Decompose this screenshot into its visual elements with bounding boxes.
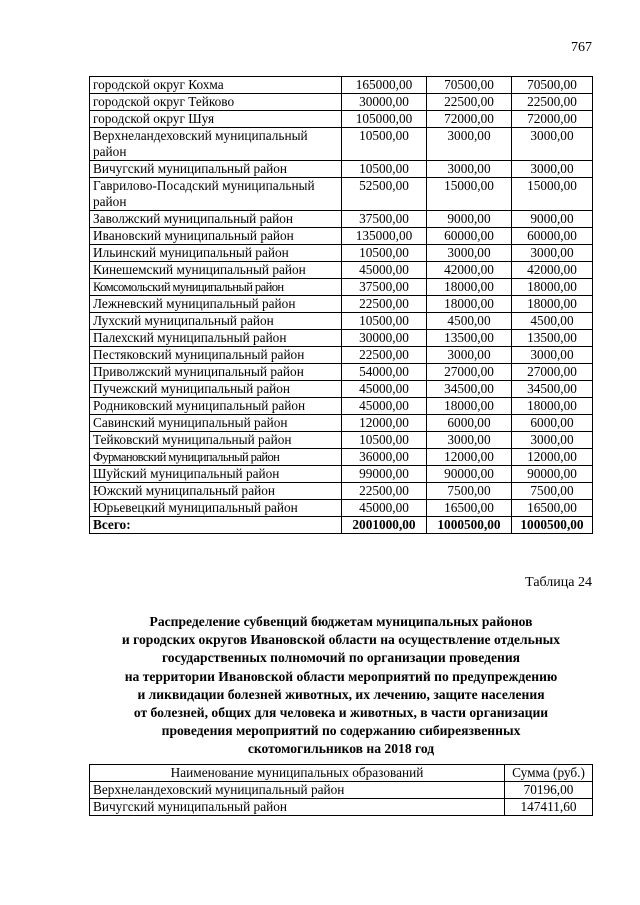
row-name: Шуйский муниципальный район — [90, 466, 342, 483]
row-name: городской округ Шуя — [90, 111, 342, 128]
row-value-3: 18000,00 — [512, 279, 593, 296]
table-row — [90, 432, 593, 449]
subvention-table-continued — [89, 76, 593, 534]
row-value-3: 3000,00 — [512, 432, 593, 449]
row-value-1: 45000,00 — [342, 398, 427, 415]
table-row — [90, 279, 593, 296]
row-value-1: 10500,00 — [342, 161, 427, 178]
row-name: Комсомольский муниципальный район — [90, 279, 342, 296]
row-name: Кинешемский муниципальный район — [90, 262, 342, 279]
total-value-2: 1000500,00 — [427, 517, 512, 534]
table-row — [90, 364, 593, 381]
row-name: Ивановский муниципальный район — [90, 228, 342, 245]
row-value-1: 22500,00 — [342, 296, 427, 313]
row-value-3: 16500,00 — [512, 500, 593, 517]
table-row — [90, 398, 593, 415]
row-value-3: 9000,00 — [512, 211, 593, 228]
row-value-1: 10500,00 — [342, 128, 427, 161]
table-row — [90, 228, 593, 245]
table-row — [90, 330, 593, 347]
row-value-1: 12000,00 — [342, 415, 427, 432]
row-value-3: 72000,00 — [512, 111, 593, 128]
heading-line: на территории Ивановской области мероприятий по предупреждению — [124, 668, 558, 684]
row-value-3: 18000,00 — [512, 296, 593, 313]
table-header-row — [90, 765, 593, 782]
row-name: Вичугский муниципальный район — [90, 161, 342, 178]
row-value-2: 9000,00 — [427, 211, 512, 228]
row-value-1: 37500,00 — [342, 211, 427, 228]
row-value-2: 34500,00 — [427, 381, 512, 398]
heading-line: Распределение субвенций бюджетам муниципальных районов — [149, 614, 533, 629]
row-name: Палехский муниципальный район — [90, 330, 342, 347]
table-row — [90, 347, 593, 364]
table-row — [90, 466, 593, 483]
row-value-2: 3000,00 — [427, 245, 512, 262]
row-value-2: 16500,00 — [427, 500, 512, 517]
row-value-1: 52500,00 — [342, 178, 427, 211]
row-name: Лежневский муниципальный район — [90, 296, 342, 313]
table-label: Таблица 24 — [525, 575, 592, 590]
table-row — [90, 449, 593, 466]
row-value-2: 22500,00 — [427, 94, 512, 111]
total-value-3: 1000500,00 — [512, 517, 593, 534]
heading-line: государственных полномочий по организации проведения — [161, 650, 521, 666]
row-value-1: 22500,00 — [342, 483, 427, 500]
row-value-1: 10500,00 — [342, 432, 427, 449]
row-value-1: 99000,00 — [342, 466, 427, 483]
row-value-3: 13500,00 — [512, 330, 593, 347]
row-name: Пучежский муниципальный район — [90, 381, 342, 398]
table-heading — [89, 613, 593, 759]
row-value-2: 42000,00 — [427, 262, 512, 279]
row-value-2: 60000,00 — [427, 228, 512, 245]
row-value-1: 135000,00 — [342, 228, 427, 245]
row-value-1: 10500,00 — [342, 313, 427, 330]
row-sum: 147411,60 — [505, 799, 593, 816]
row-value-1: 105000,00 — [342, 111, 427, 128]
row-value-3: 34500,00 — [512, 381, 593, 398]
row-name: Родниковский муниципальный район — [90, 398, 342, 415]
row-value-2: 3000,00 — [427, 432, 512, 449]
table-row — [90, 782, 593, 799]
table-row — [90, 415, 593, 432]
total-value-1: 2001000,00 — [342, 517, 427, 534]
row-value-1: 10500,00 — [342, 245, 427, 262]
row-value-3: 3000,00 — [512, 161, 593, 178]
row-value-1: 45000,00 — [342, 262, 427, 279]
row-value-1: 37500,00 — [342, 279, 427, 296]
row-value-1: 165000,00 — [342, 77, 427, 94]
row-value-3: 70500,00 — [512, 77, 593, 94]
total-label: Всего: — [90, 517, 342, 534]
header-sum: Сумма (руб.) — [505, 765, 593, 782]
row-name: Тейковский муниципальный район — [90, 432, 342, 449]
row-name: Приволжский муниципальный район — [90, 364, 342, 381]
row-value-1: 45000,00 — [342, 381, 427, 398]
row-value-3: 4500,00 — [512, 313, 593, 330]
row-name: городской округ Тейково — [90, 94, 342, 111]
heading-line: от болезней, общих для человека и животных, в части организации — [133, 705, 549, 721]
row-value-2: 4500,00 — [427, 313, 512, 330]
row-value-2: 18000,00 — [427, 279, 512, 296]
table-row — [90, 500, 593, 517]
row-value-2: 70500,00 — [427, 77, 512, 94]
row-value-2: 18000,00 — [427, 296, 512, 313]
row-name: Лухский муниципальный район — [90, 313, 342, 330]
row-value-3: 15000,00 — [512, 178, 593, 211]
table-row — [90, 313, 593, 330]
row-value-2: 12000,00 — [427, 449, 512, 466]
heading-line: проведения мероприятий по содержанию сибиреязвенных — [161, 723, 521, 739]
row-value-1: 22500,00 — [342, 347, 427, 364]
row-name: Верхнеландеховский муниципальный район — [90, 782, 505, 799]
row-value-3: 18000,00 — [512, 398, 593, 415]
row-value-3: 27000,00 — [512, 364, 593, 381]
table-row — [90, 211, 593, 228]
row-value-2: 7500,00 — [427, 483, 512, 500]
row-value-3: 12000,00 — [512, 449, 593, 466]
row-name: Юрьевецкий муниципальный район — [90, 500, 342, 517]
row-value-2: 6000,00 — [427, 415, 512, 432]
row-value-3: 90000,00 — [512, 466, 593, 483]
row-value-3: 60000,00 — [512, 228, 593, 245]
total-row — [90, 517, 593, 534]
row-value-3: 3000,00 — [512, 128, 593, 161]
row-value-1: 36000,00 — [342, 449, 427, 466]
row-value-2: 3000,00 — [427, 128, 512, 161]
row-name: Гаврилово-Посадский муниципальный район — [90, 178, 342, 211]
table-row — [90, 296, 593, 313]
row-value-2: 13500,00 — [427, 330, 512, 347]
row-value-3: 22500,00 — [512, 94, 593, 111]
row-name: Савинский муниципальный район — [90, 415, 342, 432]
table-row — [90, 94, 593, 111]
table-row — [90, 128, 593, 161]
table-row — [90, 381, 593, 398]
heading-line: и городских округов Ивановской области на осуществление отдельных — [121, 632, 561, 648]
row-value-1: 30000,00 — [342, 94, 427, 111]
table-row — [90, 245, 593, 262]
row-name: Вичугский муниципальный район — [90, 799, 505, 816]
row-name: Пестяковский муниципальный район — [90, 347, 342, 364]
row-value-2: 15000,00 — [427, 178, 512, 211]
table-row — [90, 799, 593, 816]
row-name: Верхнеландеховский муниципальный район — [90, 128, 342, 161]
heading-line: скотомогильников на 2018 год — [247, 741, 435, 757]
row-value-1: 30000,00 — [342, 330, 427, 347]
row-value-2: 3000,00 — [427, 347, 512, 364]
heading-line: и ликвидации болезней животных, их лечению, защите населения — [137, 686, 545, 702]
page-number: 767 — [571, 40, 592, 55]
subvention-table-24 — [89, 764, 593, 816]
row-value-3: 42000,00 — [512, 262, 593, 279]
table-row — [90, 111, 593, 128]
row-value-2: 18000,00 — [427, 398, 512, 415]
row-value-2: 3000,00 — [427, 161, 512, 178]
row-sum: 70196,00 — [505, 782, 593, 799]
table-row — [90, 483, 593, 500]
row-value-3: 7500,00 — [512, 483, 593, 500]
header-name: Наименование муниципальных образований — [90, 765, 505, 782]
row-name: Фурмановский муниципальный район — [90, 449, 342, 466]
row-value-3: 6000,00 — [512, 415, 593, 432]
row-value-3: 3000,00 — [512, 347, 593, 364]
table-row — [90, 77, 593, 94]
row-name: Южский муниципальный район — [90, 483, 342, 500]
row-value-2: 90000,00 — [427, 466, 512, 483]
row-value-1: 45000,00 — [342, 500, 427, 517]
row-value-3: 3000,00 — [512, 245, 593, 262]
table-row — [90, 161, 593, 178]
row-name: городской округ Кохма — [90, 77, 342, 94]
table-row — [90, 262, 593, 279]
row-value-2: 27000,00 — [427, 364, 512, 381]
table-row — [90, 178, 593, 211]
row-value-2: 72000,00 — [427, 111, 512, 128]
row-name: Ильинский муниципальный район — [90, 245, 342, 262]
row-name: Заволжский муниципальный район — [90, 211, 342, 228]
row-value-1: 54000,00 — [342, 364, 427, 381]
